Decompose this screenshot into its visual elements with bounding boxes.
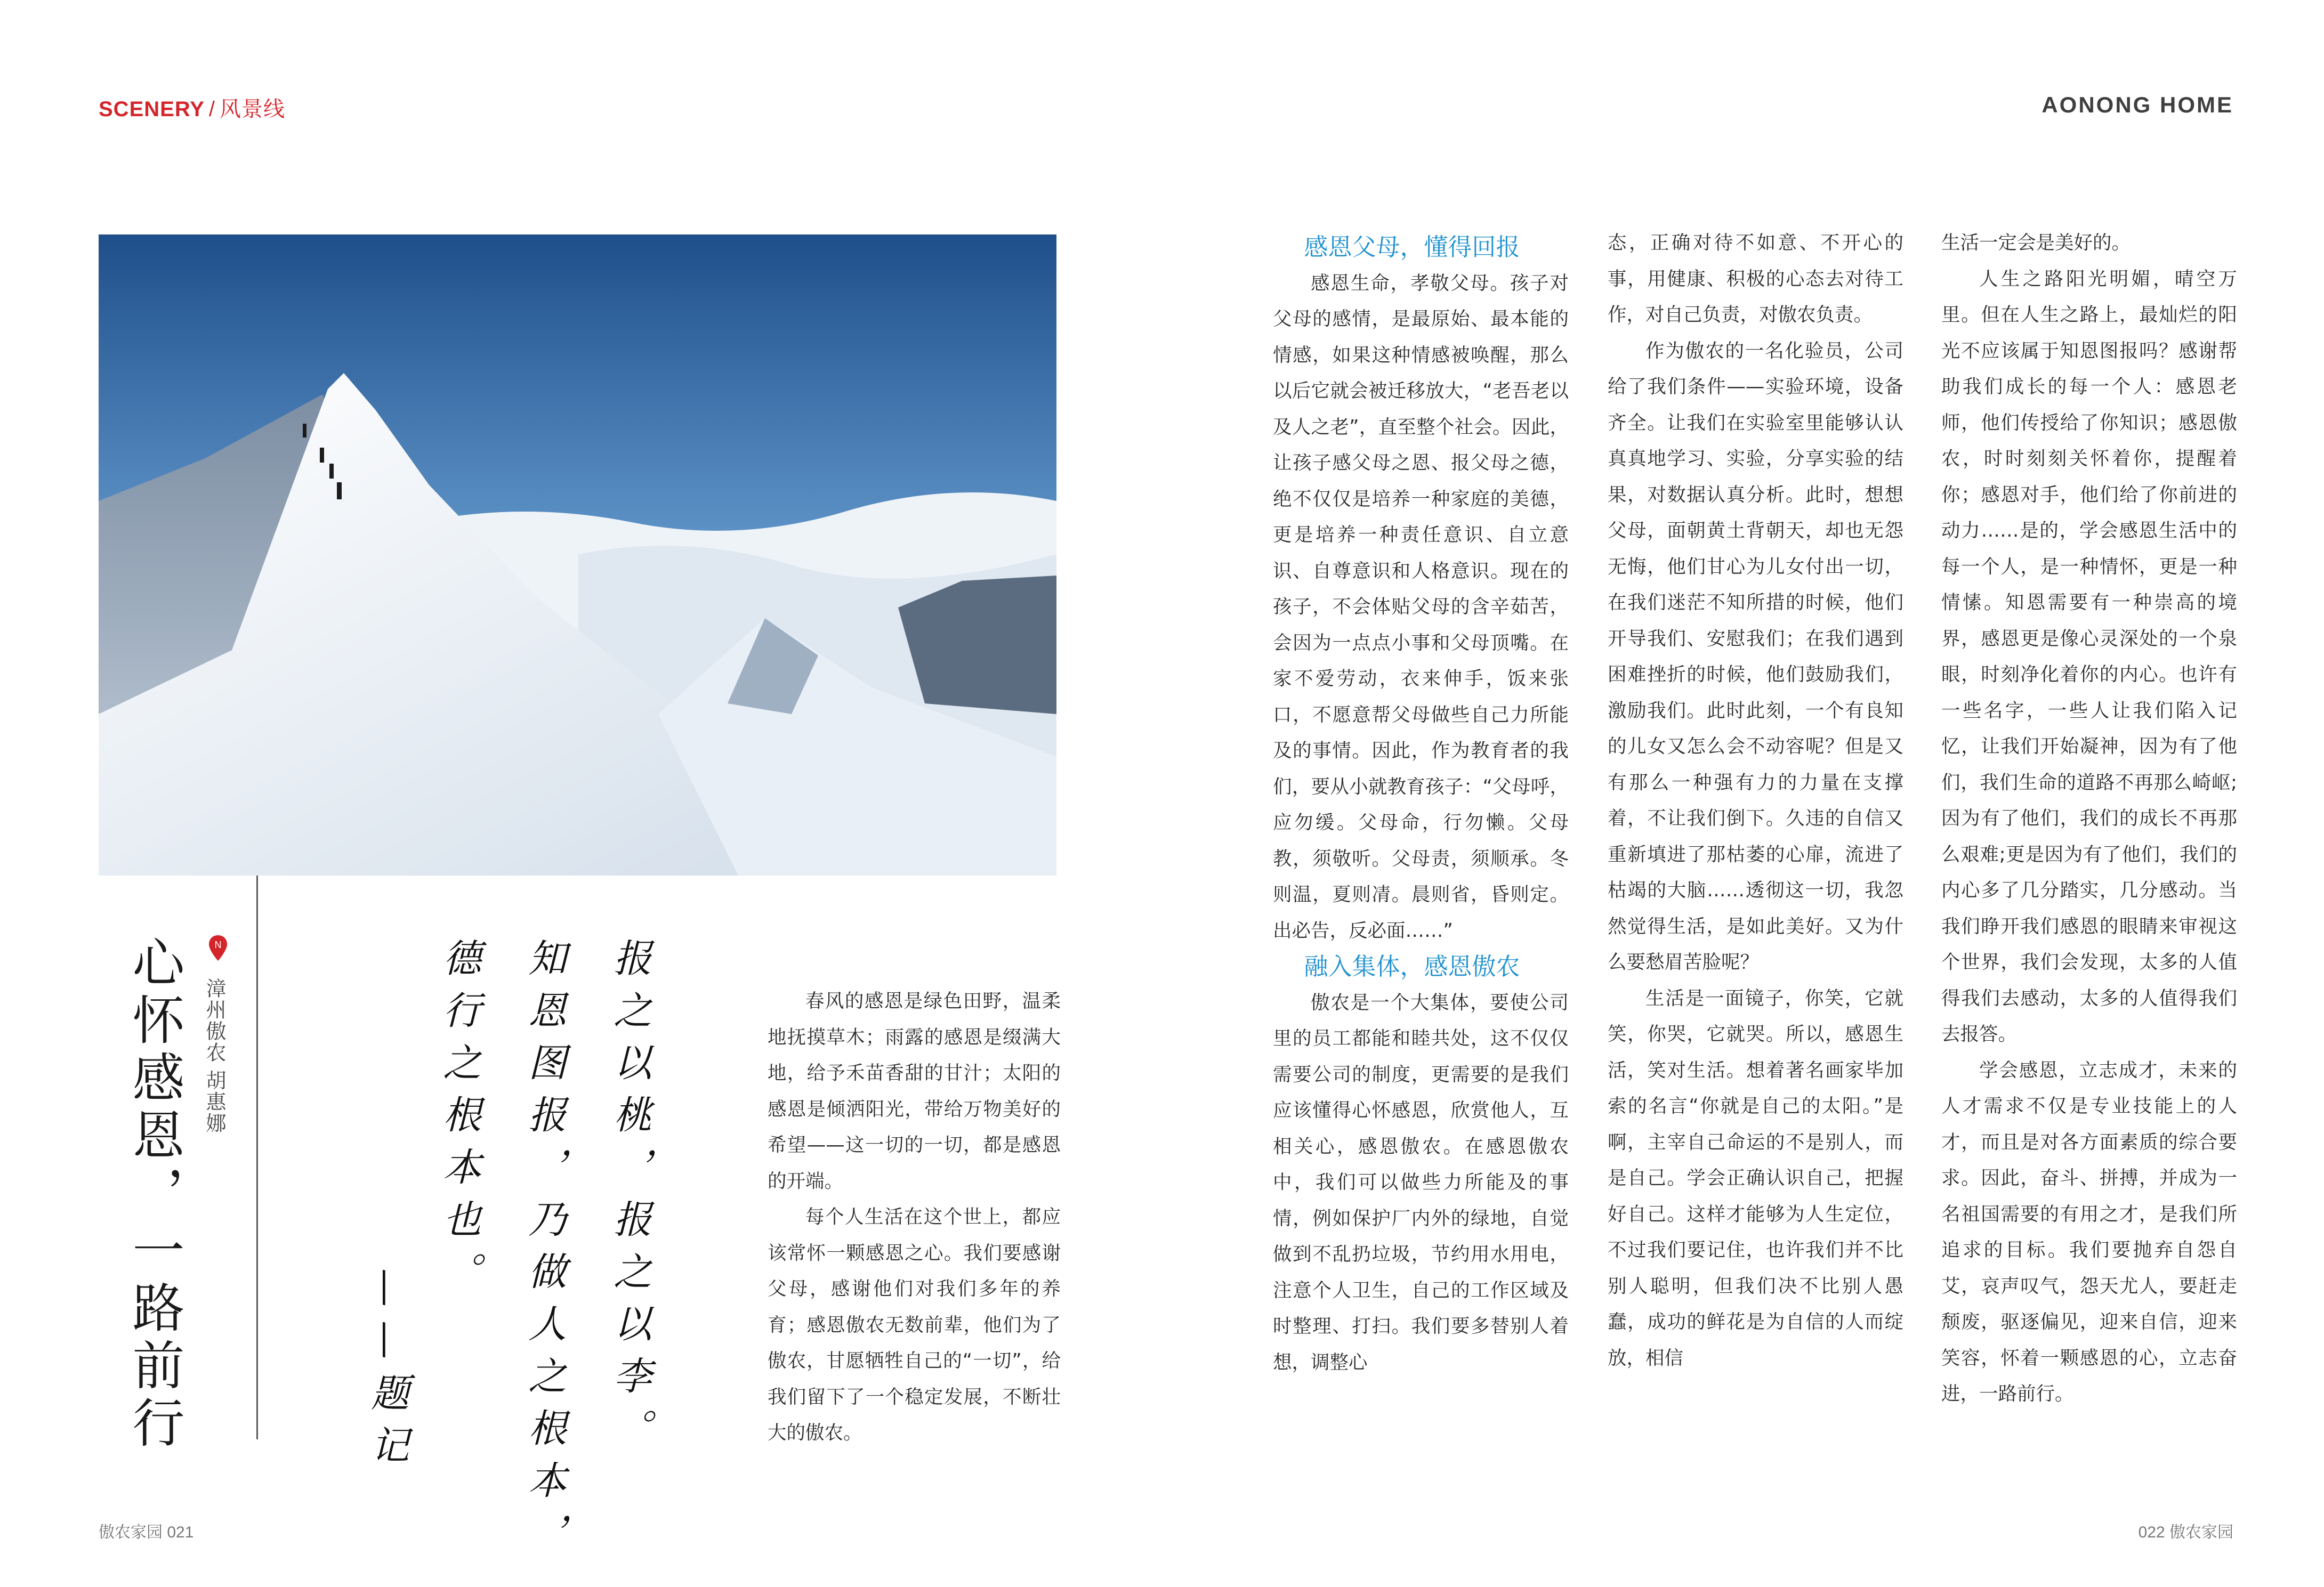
- poem-line-2: 知恩图报，乃做人之根本，: [522, 938, 567, 1565]
- intro-column: [768, 983, 1061, 1451]
- location-pin-icon: [209, 935, 227, 961]
- col3-paragraph-1: 人生之路阳光明媚，晴空万里。但在人生之路上，最灿烂的阳光不应该属于知恩图报吗？感谢帮助我们成长的每一个人：感恩老师，他们传授给了你知识；感恩傲农，时时刻刻关怀着你，提醒着你；感恩对手，他们给了你前进的动力……是的，学会感恩生活中的每一个人，是一种情怀，更是一种情愫。知恩需要有一种崇高的境界，感恩更是像心灵深处的一个泉眼，时刻净化着你的内心。也许有一些名字，一些人让我们陷入记忆，让我们开始凝神，因为有了他们，我们生命的道路不再那么崎岖;因为有了他们，我们的成长不再那么艰难;更是因为有了他们，我们的内心多了几分踏实，几分感动。当我们睁开我们感恩的眼睛来审视这个世界，我们会发现，太多的人值得我们去感动，太多的人值得我们去报答。: [1941, 268, 2237, 1045]
- text-column-3: [1941, 225, 2237, 1412]
- snow-mountain-photo: [99, 234, 1056, 876]
- intro-paragraph-2: 每个人生活在这个世上，都应该常怀一颗感恩之心。我们要感谢父母，感谢他们对我们多年的养育；感恩傲农无数前辈，他们为了傲农，甘愿牺牲自己的“一切”，给我们留下了一个稳定发展，不断壮大的傲农。: [768, 1206, 1061, 1444]
- article-title: 心怀感恩，一路前行: [124, 935, 184, 1453]
- col2-paragraph-2: 生活是一面镜子，你笑，它就笑，你哭，它就哭。所以，感恩生活，笑对生活。想着著名画家毕加索的名言“你就是自己的太阳。”是啊，主宰自己命运的不是别人，而是自己。学会正确认识自己，把握好自己。这样才能够为人生定位，不过我们要记住，也许我们并不比别人聪明，但我们决不比别人愚蠢，成功的鲜花是为自信的人而绽放，相信: [1608, 987, 1903, 1369]
- intro-paragraph-1: 春风的感恩是绿色田野，温柔地抚摸草木；雨露的感恩是缀满大地，给予禾苗香甜的甘汁；太阳的感恩是倾洒阳光，带给万物美好的希望——这一切的一切，都是感恩的开端。: [768, 990, 1061, 1192]
- page-number-left: 傲农家园 021: [99, 1524, 194, 1541]
- section-label: [99, 92, 285, 123]
- col1-paragraph-1: 感恩生命，孝敬父母。孩子对父母的感情，是最原始、最本能的情感，如果这种情感被唤醒，那么以后它就会被迁移放大，“老吾老以及人之老”，直至整个社会。因此，让孩子感父母之恩、报父母之德，绝不仅仅是培养一种家庭的美德，更是培养一种责任意识、自立意识、自尊意识和人格意识。现在的孩子，不会体贴父母的含辛茹苦，会因为一点点小事和父母顶嘴。在家不爱劳动，衣来伸手，饭来张口，不愿意帮父母做些自己力所能及的事情。因此，作为教育者的我们，要从小就教育孩子：“父母呼，应勿缓。父母命，行勿懒。父母教，须敬听。父母责，须顺承。冬则温，夏则凊。晨则省，昏则定。出必告，反必面……”: [1273, 272, 1569, 942]
- col2-paragraph-1: 作为傲农的一名化验员，公司给了我们条件——实验环境，设备齐全。让我们在实验室里能够认认真真地学习、实验，分享实验的结果，对数据认真分析。此时，想想父母，面朝黄土背朝天，却也无怨无悔，他们甘心为儿女付出一切，在我们迷茫不知所措的时候，他们开导我们、安慰我们；在我们遇到困难挫折的时候，他们鼓励我们，激励我们。此时此刻，一个有良知的儿女又怎么会不动容呢？但是又有那么一种强有力的力量在支撑着，不让我们倒下。久违的自信又重新填进了那枯萎的心扉，流进了枯竭的大脑……透彻这一切，我忽然觉得生活，是如此美好。又为什么要愁眉苦脸呢？: [1608, 339, 1903, 973]
- article-byline: 漳州傲农 胡惠娜: [203, 978, 225, 1134]
- col2-paragraph-0: 态，正确对待不如意、不开心的事，用健康、积极的心态去对待工作，对自己负责，对傲农负责。: [1608, 232, 1903, 326]
- section-heading-parents: 感恩父母，懂得回报: [1304, 233, 1520, 261]
- section-label-cn: 风景线: [220, 98, 286, 121]
- poem-line-1: 报之以桃，报之以李。: [607, 938, 652, 1460]
- brand-label: AONONG HOME: [2041, 92, 2233, 117]
- svg-text:N: N: [214, 940, 222, 950]
- page-number-right: 022 傲农家园: [2138, 1524, 2233, 1541]
- section-separator: /: [208, 98, 216, 121]
- poem-signature: ——题记: [365, 1268, 409, 1477]
- text-column-1: [1273, 229, 1569, 1380]
- poem-line-3: 德行之根本也。: [437, 938, 481, 1303]
- col3-paragraph-0: 生活一定会是美好的。: [1941, 232, 2131, 254]
- text-column-2: [1608, 225, 1903, 1376]
- col3-paragraph-2: 学会感恩，立志成才，未来的人才需求不仅是专业技能上的人才，而且是对各方面素质的综合要求。因此，奋斗、拼搏，并成为一名祖国需要的有用之才，是我们所追求的目标。我们要抛弃自怨自艾，哀声叹气，怨天尤人，要赶走颓废，驱逐偏见，迎来自信，迎来笑容，怀着一颗感恩的心，立志奋进，一路前行。: [1941, 1059, 2237, 1405]
- vertical-divider: [256, 876, 258, 1439]
- col1-paragraph-2: 傲农是一个大集体，要使公司里的员工都能和睦共处，这不仅仅需要公司的制度，更需要的是我们应该懂得心怀感恩，欣赏他人，互相关心，感恩傲农。在感恩傲农中，我们可以做些力所能及的事情，例如保护厂内外的绿地，自觉做到不乱扔垃圾，节约用水用电，注意个人卫生，自己的工作区域及时整理、打扫。我们要多替别人着想，调整心: [1273, 991, 1569, 1373]
- section-label-en: SCENERY: [99, 98, 205, 121]
- snow-mountain-image: [99, 234, 1056, 876]
- section-heading-collective: 融入集体，感恩傲农: [1304, 952, 1520, 981]
